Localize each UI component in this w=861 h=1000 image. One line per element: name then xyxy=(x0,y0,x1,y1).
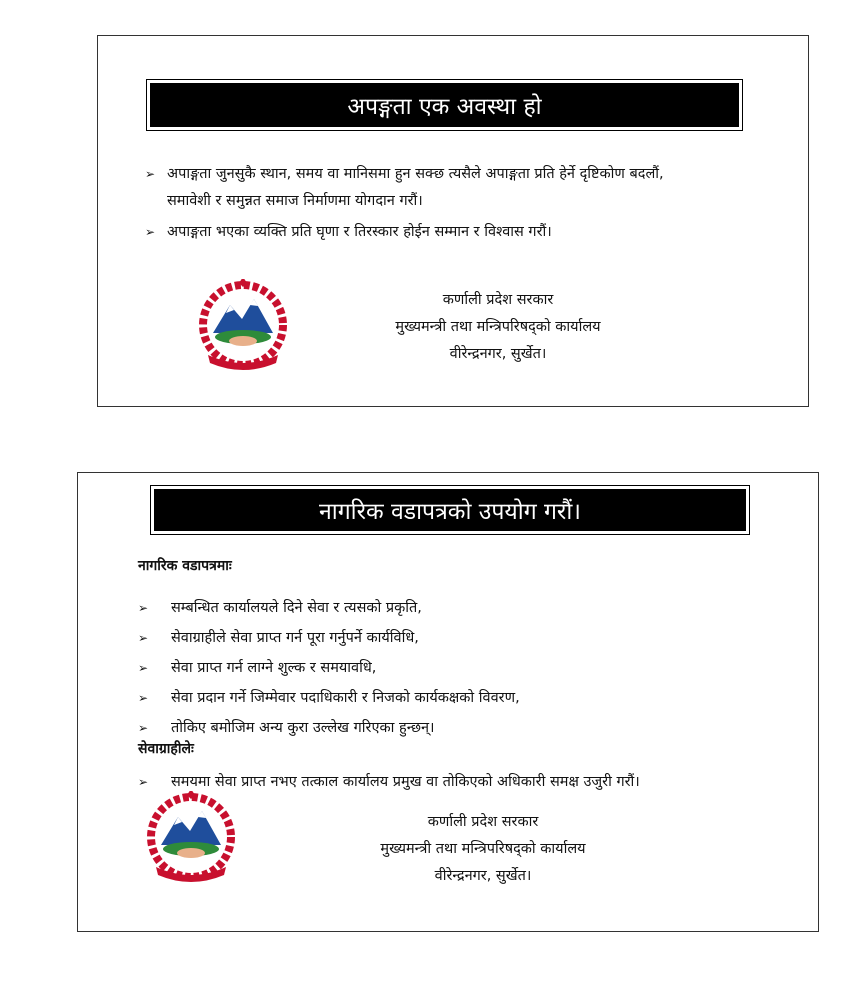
title-frame xyxy=(146,79,743,131)
list-item: ➢ समयमा सेवा प्राप्त नभए तत्काल कार्यालय प्रमुख वा तोकिएको अधिकारी समक्ष उजुरी गरौं। xyxy=(138,764,640,800)
list-item: ➢ अपाङ्गता जुनसुकै स्थान, समय वा मानिसमा हुन सक्छ त्यसैले अपाङ्गता प्रति हेर्ने दृष्टिकोण बदलौं, xyxy=(145,156,664,192)
awareness-card-disability xyxy=(97,35,809,407)
office-government: कर्णाली प्रदेश सरकार xyxy=(427,814,539,830)
arrow-bullet-icon: ➢ xyxy=(138,775,149,789)
card-title: अपङ्गता एक अवस्था हो xyxy=(150,83,739,127)
list-item: ➢ तोकिए बमोजिम अन्य कुरा उल्लेख गरिएका हुन्छन्। xyxy=(138,710,435,746)
arrow-bullet-icon: ➢ xyxy=(138,631,149,645)
list-item: ➢ सेवा प्राप्त गर्न लाग्ने शुल्क र समयावधि, xyxy=(138,650,376,686)
list-item: ➢ सेवा प्रदान गर्ने जिम्मेवार पदाधिकारी र निजको कार्यकक्षको विवरण, xyxy=(138,680,520,716)
nepal-emblem-icon xyxy=(198,279,288,371)
section-heading: नागरिक वडापत्रमाः xyxy=(138,558,232,574)
office-location: वीरेन्द्रनगर, सुर्खेत। xyxy=(449,346,547,362)
awareness-card-citizen-charter xyxy=(77,472,819,932)
title-frame xyxy=(150,485,750,535)
list-item: ➢ अपाङ्गता भएका व्यक्ति प्रति घृणा र तिरस्कार होईन सम्मान र विश्वास गरौं। xyxy=(145,214,552,250)
arrow-bullet-icon: ➢ xyxy=(138,691,149,705)
nepal-emblem-icon xyxy=(146,791,236,883)
arrow-bullet-icon: ➢ xyxy=(138,601,149,615)
office-location: वीरेन्द्रनगर, सुर्खेत। xyxy=(434,868,532,884)
office-name: मुख्यमन्त्री तथा मन्त्रिपरिषद्को कार्यालय xyxy=(395,319,601,335)
arrow-bullet-icon: ➢ xyxy=(138,661,149,675)
card-title: नागरिक वडापत्रको उपयोग गरौं। xyxy=(154,489,746,531)
office-government: कर्णाली प्रदेश सरकार xyxy=(442,292,554,308)
office-name: मुख्यमन्त्री तथा मन्त्रिपरिषद्को कार्यालय xyxy=(380,841,586,857)
arrow-bullet-icon: ➢ xyxy=(145,225,156,239)
list-item-continuation: समावेशी र समुन्नत समाज निर्माणमा योगदान गरौं। xyxy=(167,193,423,209)
office-address xyxy=(323,809,643,890)
list-item: ➢ सेवाग्राहीले सेवा प्राप्त गर्न पूरा गर्नुपर्ने कार्यविधि, xyxy=(138,620,419,656)
list-item: ➢ सम्बन्धित कार्यालयले दिने सेवा र त्यसको प्रकृति, xyxy=(138,590,422,626)
office-address xyxy=(338,287,658,368)
arrow-bullet-icon: ➢ xyxy=(138,721,149,735)
arrow-bullet-icon: ➢ xyxy=(145,167,156,181)
section-heading: सेवाग्राहीलेः xyxy=(138,741,194,757)
